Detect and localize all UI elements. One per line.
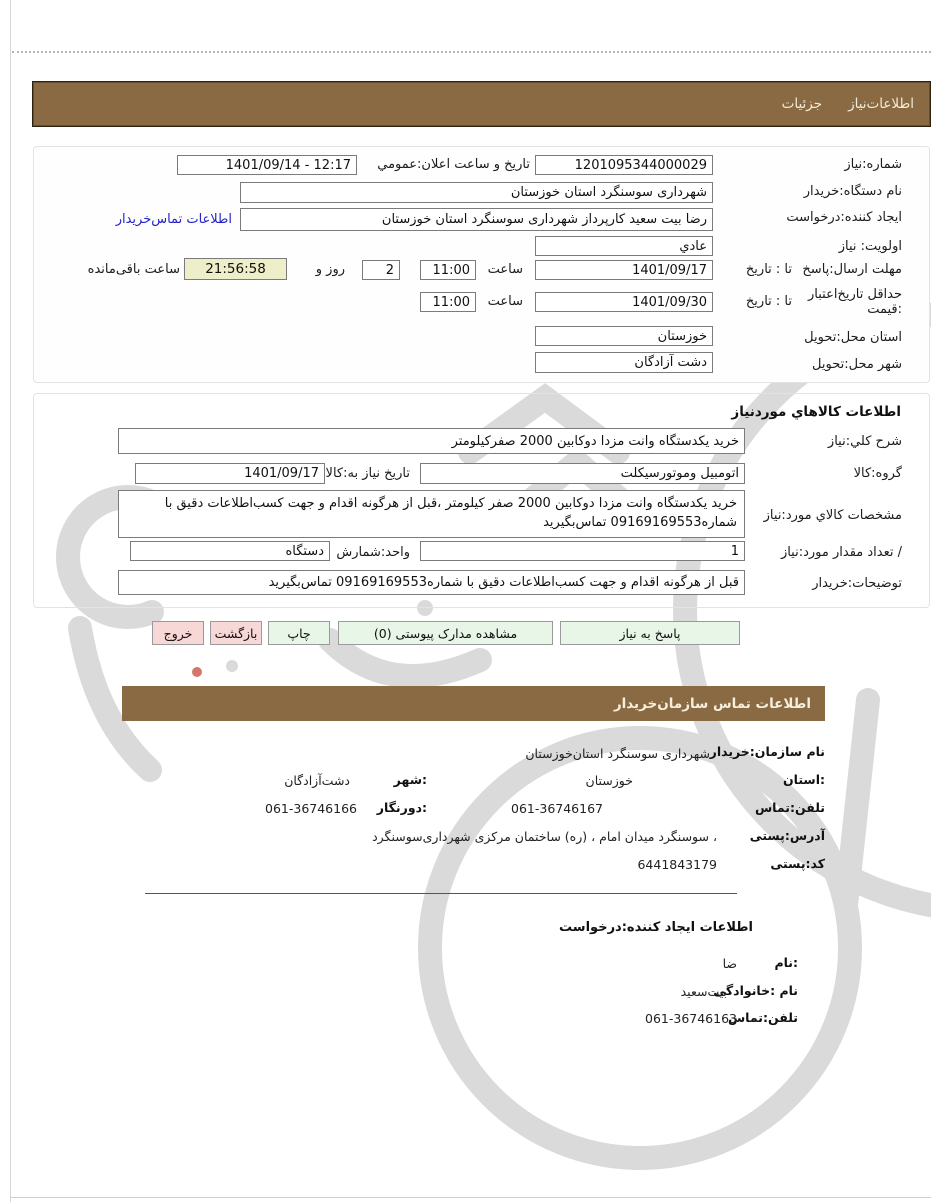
validity-time-field[interactable]: 11:00 [420,292,476,312]
creator-first-name-label: :نام [774,955,798,970]
watermark-red-dot [192,667,202,677]
quantity-field[interactable]: 1 [420,541,745,561]
buyer-contact-link[interactable]: اطلاعات تماس‌خریدار [115,212,232,227]
until-date-label-1: تا : تاریخ [745,262,792,277]
exit-button[interactable]: خروج [152,621,204,645]
org-city-value: دشت‌آزادگان [284,773,350,788]
deadline-date-field[interactable]: 1401/09/17 [535,260,713,280]
validity-date-field[interactable]: 1401/09/30 [535,292,713,312]
section-divider [145,893,737,894]
delivery-city-label: شهر محل:تحویل [812,357,902,372]
hour-label-1: ساعت [487,262,523,277]
quantity-label: / تعداد مقدار مورد:نیاز [780,545,902,560]
delivery-province-field[interactable]: خوزستان [535,326,713,346]
need-date-field[interactable]: 1401/09/17 [135,463,325,484]
goods-section-title: اطلاعات کالاهاي موردنیاز [731,404,901,420]
org-name-value: شهرداری سوسنگرد استان‌خوزستان [525,746,710,761]
days-and-label: روز و [315,262,345,277]
creator-phone-label: تلفن:تماس [727,1010,798,1025]
goods-specs-label: مشخصات کالاي مورد:نیاز [763,508,902,523]
org-phone-value: 061-36746167 [511,801,603,816]
org-address-label: آدرس:پستی [749,828,825,843]
org-contact-bar [122,686,825,721]
need-number-label: شماره:نیاز [844,157,902,172]
goods-specs-field[interactable]: خرید یکدستگاه وانت مزدا دوکابین 2000 صفر کیلومتر ،قبل از هرگونه اقدام و جهت کسب‌اطلاعات دقیق با شماره09169169553 تماس‌بگیرید [118,490,745,538]
print-button[interactable]: چاپ [268,621,330,645]
announce-datetime-label: تاریخ و ساعت اعلان:عمومي [377,157,530,172]
top-tab-bar [33,82,930,126]
org-fax-value: 061-36746166 [265,801,357,816]
buyer-org-label: نام دستگاه:خریدار [803,184,902,199]
deadline-time-field[interactable]: 11:00 [420,260,476,280]
request-creator-field[interactable]: رضا بیت سعید کارپرداز شهرداری سوسنگرد استان خوزستان [240,208,713,231]
need-number-field[interactable]: 1201095344000029 [535,155,713,175]
org-name-label: نام سازمان:خریدار [709,744,825,759]
days-remaining-field: 2 [362,260,400,280]
creator-last-name-value: بیت‌سعید [680,984,727,999]
announce-datetime-field[interactable]: 12:17 - 1401/09/14 [177,155,357,175]
need-desc-label: شرح کلي:نیاز [827,434,902,449]
org-postal-value: 6441843179 [637,857,717,872]
respond-to-need-button[interactable]: پاسخ به نیاز [560,621,740,645]
delivery-province-label: استان محل:تحویل [804,330,902,345]
org-province-label: :استان [782,772,825,787]
hour-label-2: ساعت [487,294,523,309]
price-validity-label-line2: :قیمت [867,302,902,317]
delivery-city-field[interactable]: دشت آزادگان [535,352,713,373]
creator-phone-value: 061-36746163 [645,1011,737,1026]
tab-details[interactable]: جزئیات [781,96,823,112]
buyer-org-field[interactable]: شهرداری سوسنگرد استان خوزستان [240,182,713,203]
unit-label: واحد:شمارش [336,545,410,560]
request-creator-label: ایجاد کننده:درخواست [786,210,902,225]
goods-group-label: گروه:کالا [853,466,902,481]
org-contact-bar-title: اطلاعات تماس سازمان‌خریدار [613,695,811,712]
buyer-notes-field[interactable]: قبل از هرگونه اقدام و جهت کسب‌اطلاعات دقیق با شماره09169169553 تماس‌بگیرید [118,570,745,595]
creator-last-name-label: نام :خانوادگی [713,983,798,998]
org-phone-label: تلفن:تماس [754,800,825,815]
need-desc-field[interactable]: خرید یکدستگاه وانت مزدا دوکابین 2000 صفرکیلومتر [118,428,745,454]
view-attachments-button[interactable]: مشاهده مدارک پیوستی (0) [338,621,553,645]
creator-first-name-value: ضا [722,956,737,971]
priority-label: اولویت: نیاز [838,239,902,254]
unit-field[interactable]: دستگاه [130,541,330,561]
need-date-label: تاریخ نیاز به:کالا [325,466,410,481]
buyer-notes-label: توضیحات:خریدار [812,576,902,591]
tab-need-info[interactable]: اطلاعات‌نیاز [848,96,914,112]
creator-section-title: اطلاعات ایجاد کننده:درخواست [559,920,753,935]
org-city-label: :شهر [393,772,427,787]
until-date-label-2: تا : تاریخ [745,294,792,309]
goods-group-field[interactable]: اتومبیل وموتورسیکلت [420,463,745,484]
org-postal-label: کد:پستی [770,856,825,871]
reply-deadline-label: مهلت ارسال:پاسخ [802,262,902,277]
hours-remaining-label: ساعت باقی‌مانده [87,262,180,277]
price-validity-label-line1: حداقل تاریخ‌اعتبار [808,287,902,302]
priority-field[interactable]: عادي [535,236,713,256]
org-fax-label: :دورنگار [376,800,427,815]
back-button[interactable]: بازگشت [210,621,262,645]
countdown-timer: 21:56:58 [184,258,287,280]
org-province-value: خوزستان [585,773,633,788]
org-address-value: ، سوسنگرد میدان امام ، (ره) ساختمان مرکزی شهرداری‌سوسنگرد [372,829,717,844]
